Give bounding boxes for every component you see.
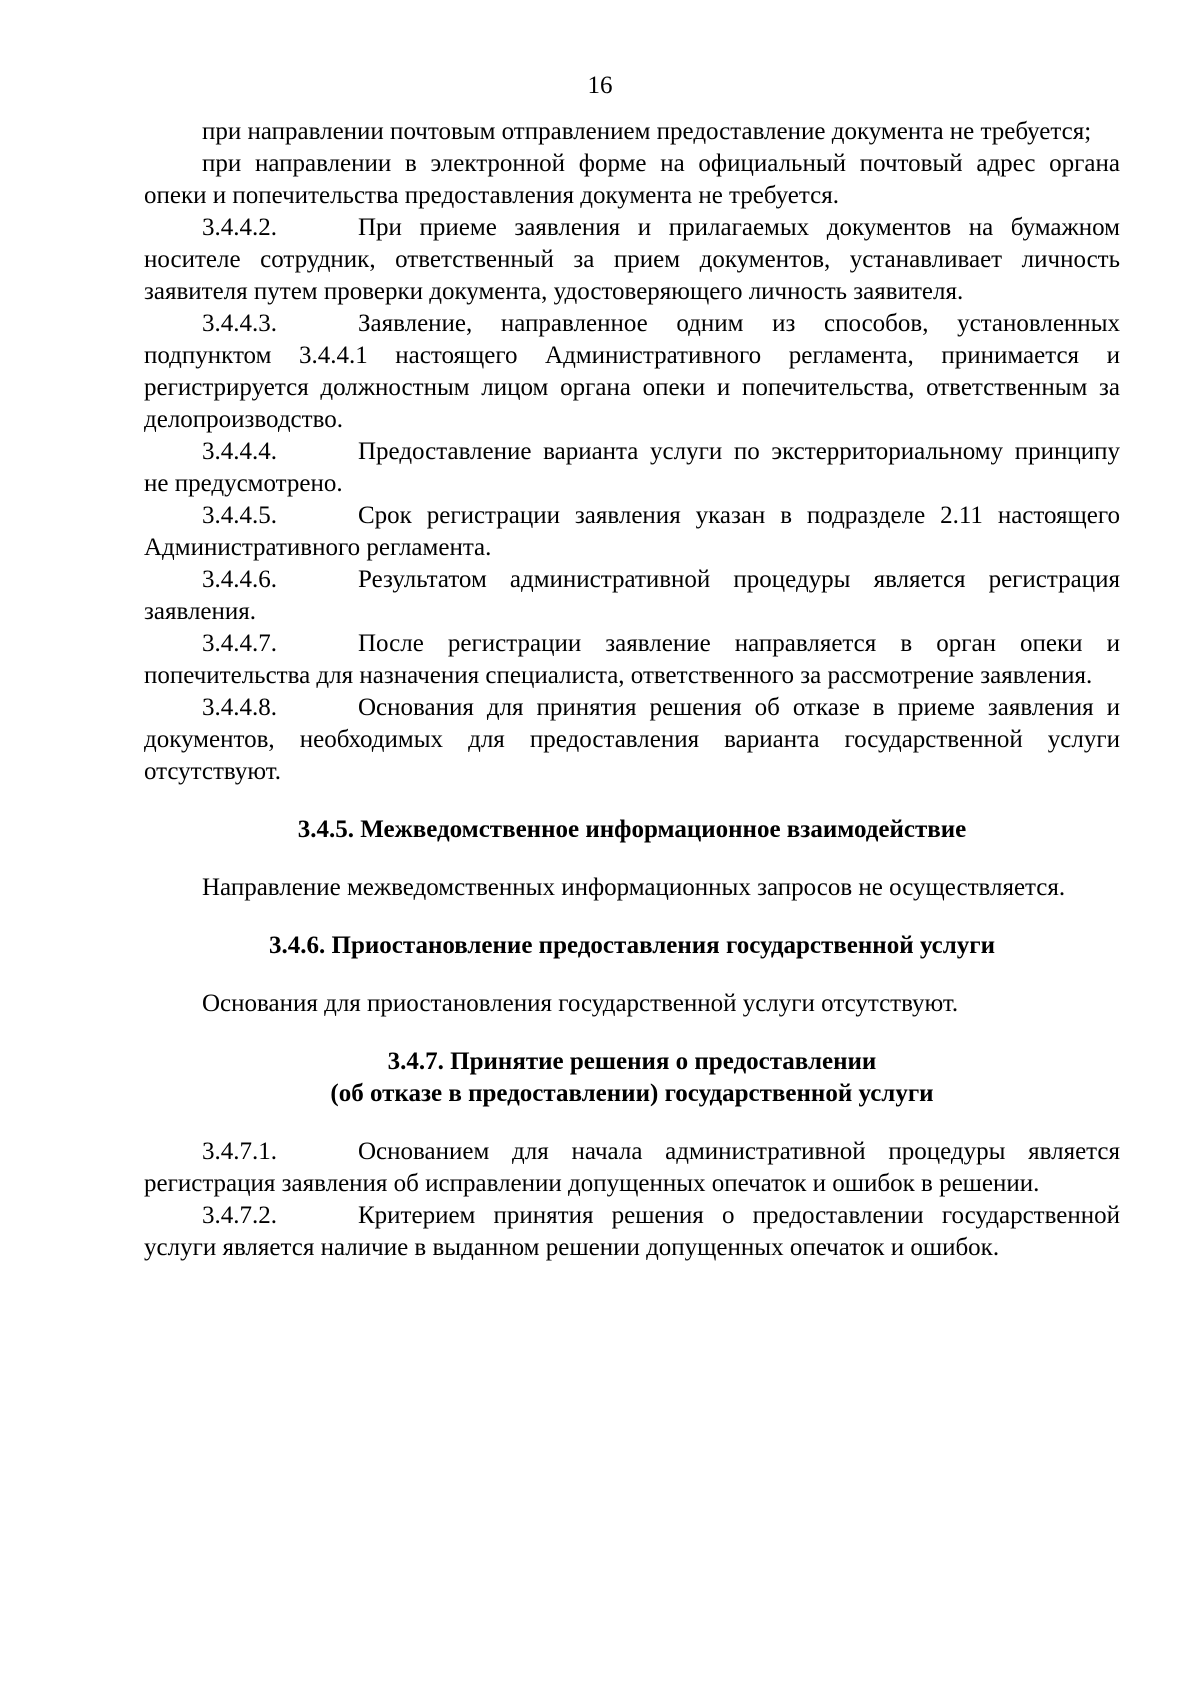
item-text: После регистрации заявление направляется в орган опеки и попечительства для назначения специалиста, ответственного за рассмотрение заявления. — [144, 630, 1120, 689]
item-text: Предоставление варианта услуги по экстерриториальному принципу не предусмотрено. — [144, 438, 1120, 497]
item-number: 3.4.7.2. — [202, 1202, 277, 1229]
item-text: Основанием для начала административной процедуры является регистрация заявления об исправлении допущенных опечаток и ошибок в решении. — [144, 1138, 1120, 1197]
section-heading-line: (об отказе в предоставлении) государственной услуги — [330, 1080, 934, 1107]
numbered-paragraph — [144, 308, 1120, 436]
numbered-paragraph — [144, 1136, 1120, 1200]
item-number: 3.4.4.3. — [202, 310, 277, 337]
item-text: При приеме заявления и прилагаемых документов на бумажном носителе сотрудник, ответственный за прием документов, устанавливает личность заявителя путем проверки документа, удостоверяющего личность заявителя. — [144, 214, 1120, 305]
section-heading-text: 3.4.6. Приостановление предоставления государственной услуги — [269, 932, 995, 959]
numbered-paragraph — [144, 564, 1120, 628]
numbered-paragraph — [144, 692, 1120, 788]
numbered-paragraph — [144, 628, 1120, 692]
section-paragraph: Направление межведомственных информационных запросов не осуществляется. — [202, 874, 1066, 901]
item-number: 3.4.7.1. — [202, 1138, 277, 1165]
item-number: 3.4.4.4. — [202, 438, 277, 465]
document-body — [144, 116, 1120, 1264]
section-heading-3-4-7 — [144, 1046, 1120, 1110]
item-number: 3.4.4.6. — [202, 566, 277, 593]
item-text: Основания для принятия решения об отказе в приеме заявления и документов, необходимых для предоставления варианта государственной услуги отсутствуют. — [144, 694, 1120, 785]
item-number: 3.4.4.7. — [202, 630, 277, 657]
paragraph-electronic: при направлении в электронной форме на официальный почтовый адрес органа опеки и попечительства предоставления документа не требуется. — [144, 150, 1120, 209]
section-heading-text: 3.4.5. Межведомственное информационное взаимодействие — [297, 816, 967, 843]
page-number: 16 — [587, 72, 613, 99]
item-text: Критерием принятия решения о предоставлении государственной услуги является наличие в выданном решении допущенных опечаток и ошибок. — [144, 1202, 1120, 1261]
item-text: Результатом административной процедуры является регистрация заявления. — [144, 566, 1120, 625]
numbered-paragraph — [144, 1200, 1120, 1264]
item-text: Срок регистрации заявления указан в подразделе 2.11 настоящего Административного регламента. — [144, 502, 1120, 561]
item-number: 3.4.4.8. — [202, 694, 277, 721]
section-heading-line: 3.4.7. Принятие решения о предоставлении — [387, 1048, 877, 1075]
item-number: 3.4.4.2. — [202, 214, 277, 241]
paragraph-postal: при направлении почтовым отправлением предоставление документа не требуется; — [202, 118, 1092, 145]
section-heading-3-4-5 — [144, 814, 1120, 846]
numbered-paragraph — [144, 212, 1120, 308]
section-paragraph: Основания для приостановления государственной услуги отсутствуют. — [202, 990, 959, 1017]
section-heading-3-4-6 — [144, 930, 1120, 962]
numbered-paragraph — [144, 500, 1120, 564]
item-text: Заявление, направленное одним из способов, установленных подпунктом 3.4.4.1 настоящего Административного регламента, принимается и регистрируется должностным лицом органа опеки и попечительства, ответственным за делопроизводство. — [144, 310, 1120, 433]
item-number: 3.4.4.5. — [202, 502, 277, 529]
numbered-paragraph — [144, 436, 1120, 500]
